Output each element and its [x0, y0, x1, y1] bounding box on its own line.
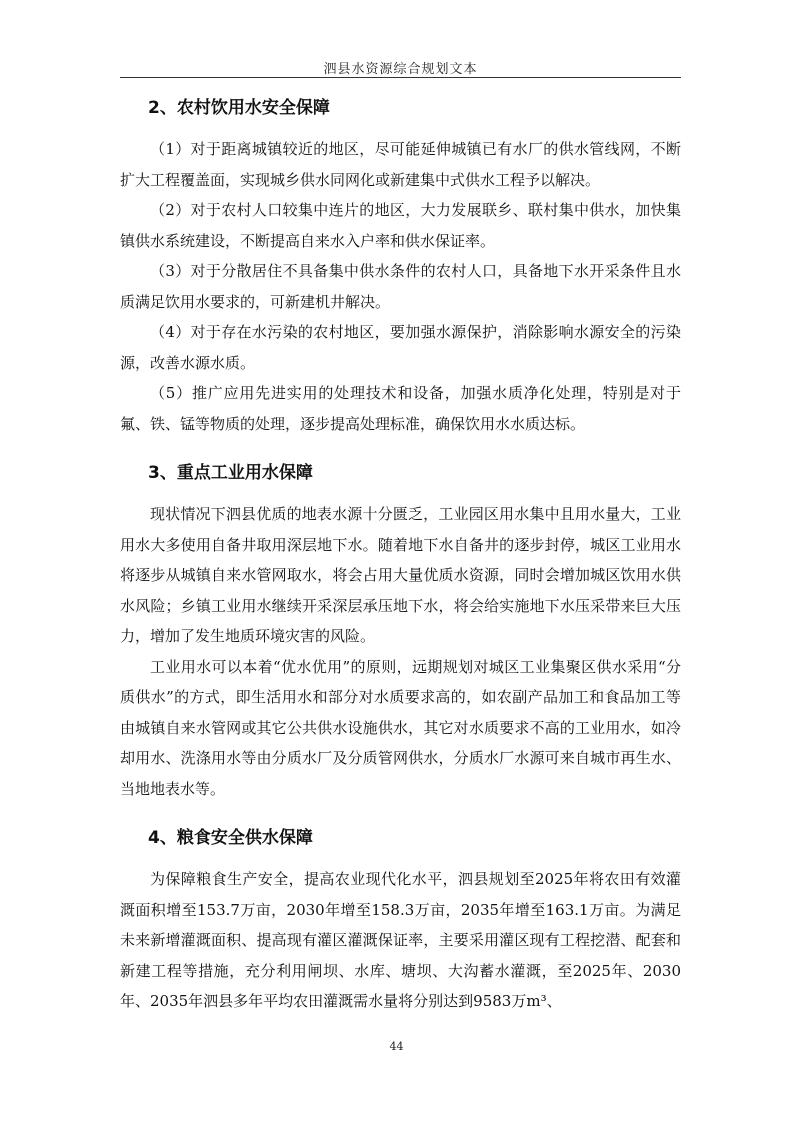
page-number: 44: [389, 1040, 404, 1053]
section-heading: 2、农村饮用水安全保障: [148, 98, 330, 118]
section-rural-water: [120, 92, 681, 439]
section-heading: 3、重点工业用水保障: [148, 463, 313, 483]
paragraph: （4）对于存在水污染的农村地区，要加强水源保护，消除影响水源安全的污染源，改善水源水质。: [120, 323, 681, 372]
section-heading: 4、粮食安全供水保障: [148, 828, 313, 848]
paragraph: 现状情况下泗县优质的地表水源十分匮乏，工业园区用水集中且用水量大，工业用水大多使用自备井取用深层地下水。随着地下水自备井的逐步封停，城区工业用水将逐步从城镇自来水管网取水，将会占用大量优质水资源，同时会增加城区饮用水供水风险；乡镇工业用水继续开采深层承压地下水，将会给实施地下水压采带来巨大压力，增加了发生地质环境灾害的风险。: [120, 505, 681, 645]
paragraph: （5）推广应用先进实用的处理技术和设备，加强水质净化处理，特别是对于氟、铁、锰等物质的处理，逐步提高处理标准，确保饮用水水质达标。: [120, 384, 681, 433]
paragraph: 为保障粮食生产安全，提高农业现代化水平，泗县规划至2025年将农田有效灌溉面积增至153.7万亩，2030年增至158.3万亩，2035年增至163.1万亩。为满足未来新增灌溉面积、提高现有灌区灌溉保证率，主要采用灌区现有工程挖潜、配套和新建工程等措施，充分利用闸坝、水库、塘坝、大沟蓄水灌溉，至2025年、2030年、2035年泗县多年平均农田灌溉需水量将分别达到9583万m³、: [120, 870, 681, 1010]
section-grain-water: [120, 822, 681, 1017]
document-body: [120, 92, 681, 1017]
paragraph: （3）对于分散居住不具备集中供水条件的农村人口，具备地下水开采条件且水质满足饮用水要求的，可新建机井解决。: [120, 262, 681, 311]
paragraph: （2）对于农村人口较集中连片的地区，大力发展联乡、联村集中供水，加快集镇供水系统建设，不断提高自来水入户率和供水保证率。: [120, 201, 681, 250]
paragraph: 工业用水可以本着“优水优用”的原则，远期规划对城区工业集聚区供水采用“分质供水”的方式，即生活用水和部分对水质要求高的，如农副产品加工和食品加工等由城镇自来水管网或其它公共供水设施供水，其它对水质要求不高的工业用水，如冷却用水、洗涤用水等由分质水厂及分质管网供水，分质水厂水源可来自城市再生水、当地地表水等。: [120, 657, 681, 798]
header-rule: [120, 77, 681, 78]
page-header: 泗县水资源综合规划文本: [323, 62, 478, 77]
section-industrial-water: [120, 457, 681, 804]
paragraph: （1）对于距离城镇较近的地区，尽可能延伸城镇已有水厂的供水管线网，不断扩大工程覆盖面，实现城乡供水同网化或新建集中式供水工程予以解决。: [120, 140, 681, 189]
